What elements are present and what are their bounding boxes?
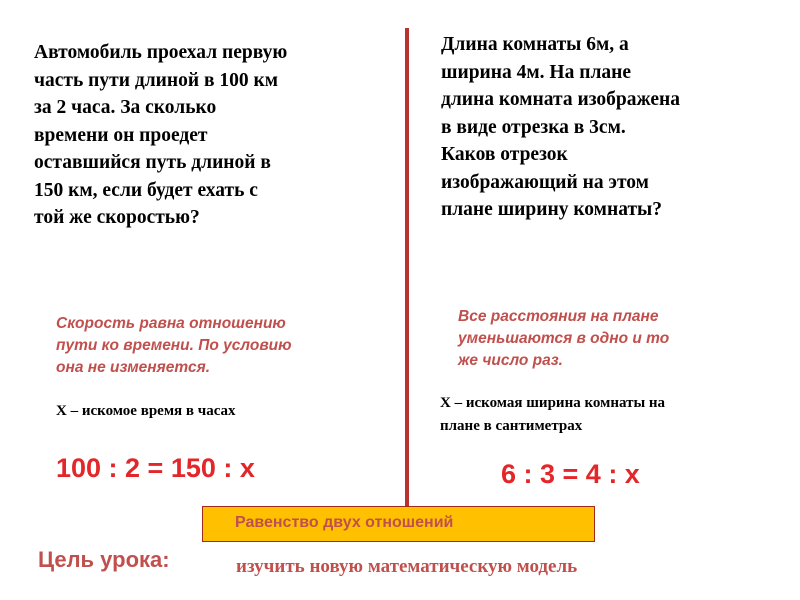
left-problem-line: оставшийся путь длиной в [34, 152, 271, 173]
left-hint-line: Скорость равна отношению [56, 315, 286, 332]
left-problem-line: за 2 часа. За сколько [34, 97, 217, 118]
left-hint-line: пути ко времени. По условию [56, 337, 292, 354]
left-problem-line: часть пути длиной в 100 км [34, 69, 279, 91]
left-problem-text [34, 39, 287, 232]
column-divider [405, 28, 409, 515]
ratio-equality-banner [202, 506, 595, 542]
right-problem-line: длина комната изображена [441, 89, 681, 110]
right-problem-text [441, 31, 680, 224]
right-hint-line: уменьшаются в одно и то [458, 330, 670, 347]
left-hint-text [56, 313, 292, 379]
right-variable-line: Х – искомая ширина комнаты на [440, 395, 666, 411]
left-problem-line: времени он проедет [34, 124, 208, 146]
right-problem-line: плане ширину комнаты? [441, 199, 663, 220]
right-hint-line: Все расстояния на плане [458, 308, 659, 325]
left-variable-note [56, 400, 236, 423]
right-problem-line: ширина 4м. На плане [441, 61, 632, 83]
banner-label: Равенство двух отношений [235, 514, 454, 531]
left-problem-line: 150 км, если будет ехать с [34, 179, 258, 201]
right-problem-line: в виде отрезка в 3см. [441, 116, 626, 138]
right-equation: 6 : 3 = 4 : х [501, 459, 640, 489]
right-problem-line: Длина комнаты 6м, а [441, 34, 629, 55]
left-equation: 100 : 2 = 150 : х [56, 453, 255, 483]
right-hint-line: же число раз. [458, 352, 563, 369]
lesson-goal-label: Цель урока: [38, 547, 170, 572]
right-problem-line: Каков отрезок [441, 144, 568, 165]
lesson-goal-text: изучить новую математическую модель [236, 556, 578, 577]
right-variable-note [440, 392, 665, 438]
left-problem-line: Автомобиль проехал первую [34, 42, 288, 63]
left-hint-line: она не изменяется. [56, 359, 211, 376]
right-variable-line: плане в сантиметрах [440, 418, 583, 434]
left-problem-line: той же скоростью? [34, 207, 200, 228]
right-hint-text [458, 306, 669, 372]
right-problem-line: изображающий на этом [441, 171, 649, 193]
left-variable-line: Х – искомое время в часах [56, 403, 236, 419]
